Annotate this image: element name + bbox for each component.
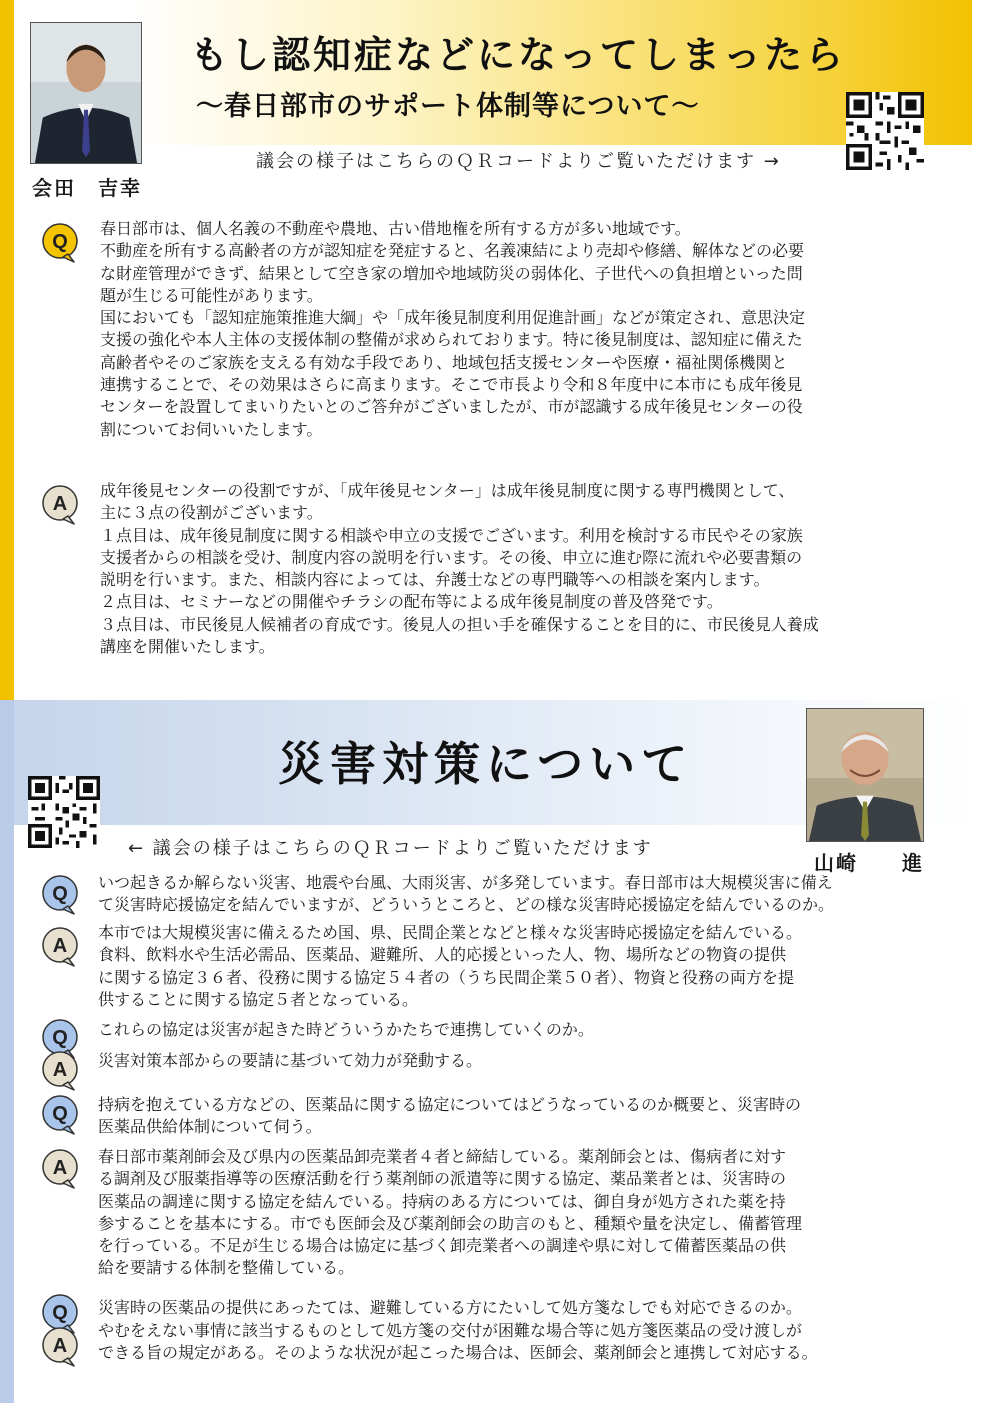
answer-line: を行っている。不足が生じる場合は協定に基づく卸売業者への調達や県に対して備蓄医薬品の供 [98,1236,787,1256]
answer-text [98,1050,482,1072]
question-label: Q [52,883,68,905]
answer-icon [40,926,80,968]
answer-label: A [52,493,68,515]
answer-icon [40,1050,80,1092]
question-label: Q [52,1027,68,1049]
answer-line: に関する協定３６者、役務に関する協定５４者の（うち民間企業５０者）、物資と役務の両方を提 [98,967,795,987]
question-line: 不動産を所有する高齢者の方が認知症を発症すると、名義凍結により売却や修繕、解体などの必要 [100,241,805,261]
answer-line: 食料、飲料水や生活必需品、医薬品、避難所、人的応援といった人、物、場所などの物資の提供 [98,945,787,965]
speaker-name-yamazaki: 山崎 進 [814,851,924,875]
section2-title: 災害対策について [278,737,694,791]
yellow-edge-bar [0,0,14,700]
answer-label: A [52,1157,68,1179]
answer-line: 供することに関する協定５者となっている。 [98,989,419,1009]
question-text [98,872,834,917]
answer-icon [40,484,80,526]
question-icon [40,874,80,916]
qr-note-section2: ← 議会の様子はこちらのＱＲコードよりご覧いただけます [128,838,653,859]
answer-line: できる旨の規定がある。そのような状況が起こった場合は、医師会、薬剤師会と連携して対応する。 [98,1343,818,1363]
question-line: 題が生じる可能性があります。 [100,285,323,305]
qr-code-section1[interactable] [846,92,924,170]
question-line: 高齢者やそのご家族を支える有効な手段であり、地域包括支援センターや医療・福祉関係機関と [100,352,788,372]
question-line: 春日部市は、個人名義の不動産や農地、古い借地権を所有する方が多い地域です。 [100,219,691,238]
section1-subtitle: ～春日部市のサポート体制等について～ [196,91,700,122]
blue-edge-bar [0,700,14,1403]
answer-line: る調剤及び服薬指導等の医療活動を行う薬剤師の派遣等に関する協定、薬品業者とは、災害時の [98,1169,787,1189]
question-line: 連携することで、その効果はさらに高まります。そこで市長より令和８年度中に本市にも成年後見 [100,375,803,395]
answer-line: ２点目は、セミナーなどの開催やチラシの配布等による成年後見制度の普及啓発です。 [100,592,723,612]
question-line: 割についてお伺いいたします。 [100,419,323,439]
question-line: な財産管理ができず、結果として空き家の増加や地域防災の弱体化、子世代への負担増といった問 [100,263,803,283]
answer-line: 医薬品の調達に関する協定を結んでいる。持病のある方については、御自身が処方された薬を持 [98,1191,786,1211]
speaker-name-aida: 会田 吉幸 [32,176,142,200]
answer-line: 説明を行います。また、相談内容によっては、弁護士などの専門職等への相談を案内します。 [100,570,770,590]
answer-text [98,1146,802,1280]
speaker-photo-yamazaki [806,708,924,842]
answer-text [98,922,802,1011]
answer-label: A [52,935,68,957]
question-text [98,1094,801,1139]
question-icon [40,222,80,264]
answer-line: 主に３点の役割がございます。 [100,503,323,523]
question-line: 災害時の医薬品の提供にあったては、避難している方にたいして処方箋なしでも対応できるのか。 [98,1298,802,1317]
question-line: て災害時応援協定を結んでいますが、どういうところと、どの様な災害時応援協定を結んでいるのか。 [98,895,835,915]
qr-code-section2[interactable] [28,776,100,848]
question-line: 持病を抱えている方などの、医薬品に関する協定についてはどうなっているのか概要と、災害時の [98,1095,802,1114]
question-text [98,1019,594,1041]
question-line: センターを設置してまいりたいとのご答弁がございましたが、市が認識する成年後見センターの役 [100,397,803,417]
answer-line: ３点目は、市民後見人候補者の育成です。後見人の担い手を確保することを目的に、市民後見人養成 [100,614,819,634]
question-label: Q [52,1103,68,1125]
question-line: 支援の強化や本人主体の支援体制の整備が求められております。特に後見制度は、認知症に備えた [100,330,803,350]
answer-text [98,1320,818,1365]
answer-label: A [52,1335,68,1357]
answer-line: 支援者からの相談を受け、制度内容の説明を行います。その後、申立に進む際に流れや必要書類の [100,547,803,567]
answer-label: A [52,1059,68,1081]
question-text-section1 [100,218,805,441]
answer-line: 本市では大規模災害に備えるため国、県、民間企業となどと様々な災害時応援協定を結んでいる。 [98,923,803,942]
question-line: いつ起きるか解らない災害、地震や台風、大雨災害、が多発しています。春日部市は大規模災害に備え [98,873,833,892]
question-line: 国においても「認知症施策推進大綱」や「成年後見制度利用促進計画」などが策定され、意思決定 [100,308,805,328]
question-label: Q [52,231,68,253]
question-line: 医薬品供給体制について伺う。 [98,1117,322,1137]
answer-line: 成年後見センターの役割ですが、「成年後見センター」は成年後見制度に関する専門機関として、 [100,481,795,500]
question-line: これらの協定は災害が起きた時どういうかたちで連携していくのか。 [98,1020,594,1039]
answer-line: 春日部市薬剤師会及び県内の医薬品卸売業者４者と締結している。薬剤師会とは、傷病者に対す [98,1147,787,1166]
question-text [98,1297,802,1319]
answer-line: 災害対策本部からの要請に基づいて効力が発動する。 [98,1051,483,1070]
answer-line: 講座を開催いたします。 [100,637,275,657]
question-label: Q [52,1302,68,1324]
answer-line: 参することを基本にする。市でも医師会及び薬剤師会の助言のもと、種類や量を決定し、備蓄管理 [98,1213,803,1233]
section1-title: もし認知症などになってしまったら [190,33,847,77]
answer-icon [40,1148,80,1190]
answer-text-section1 [100,480,819,658]
answer-icon [40,1326,80,1368]
speaker-photo-aida [30,22,142,164]
answer-line: 給を要請する体制を整備している。 [98,1258,355,1278]
answer-line: １点目は、成年後見制度に関する相談や申立の支援でございます。利用を検討する市民やその家族 [100,525,803,545]
answer-line: やむをえない事情に該当するものとして処方箋の交付が困難な場合等に処方箋医薬品の受け渡しが [98,1321,803,1340]
question-icon [40,1094,80,1136]
qr-note-section1: 議会の様子はこちらのＱＲコードよりご覧いただけます → [256,151,781,172]
